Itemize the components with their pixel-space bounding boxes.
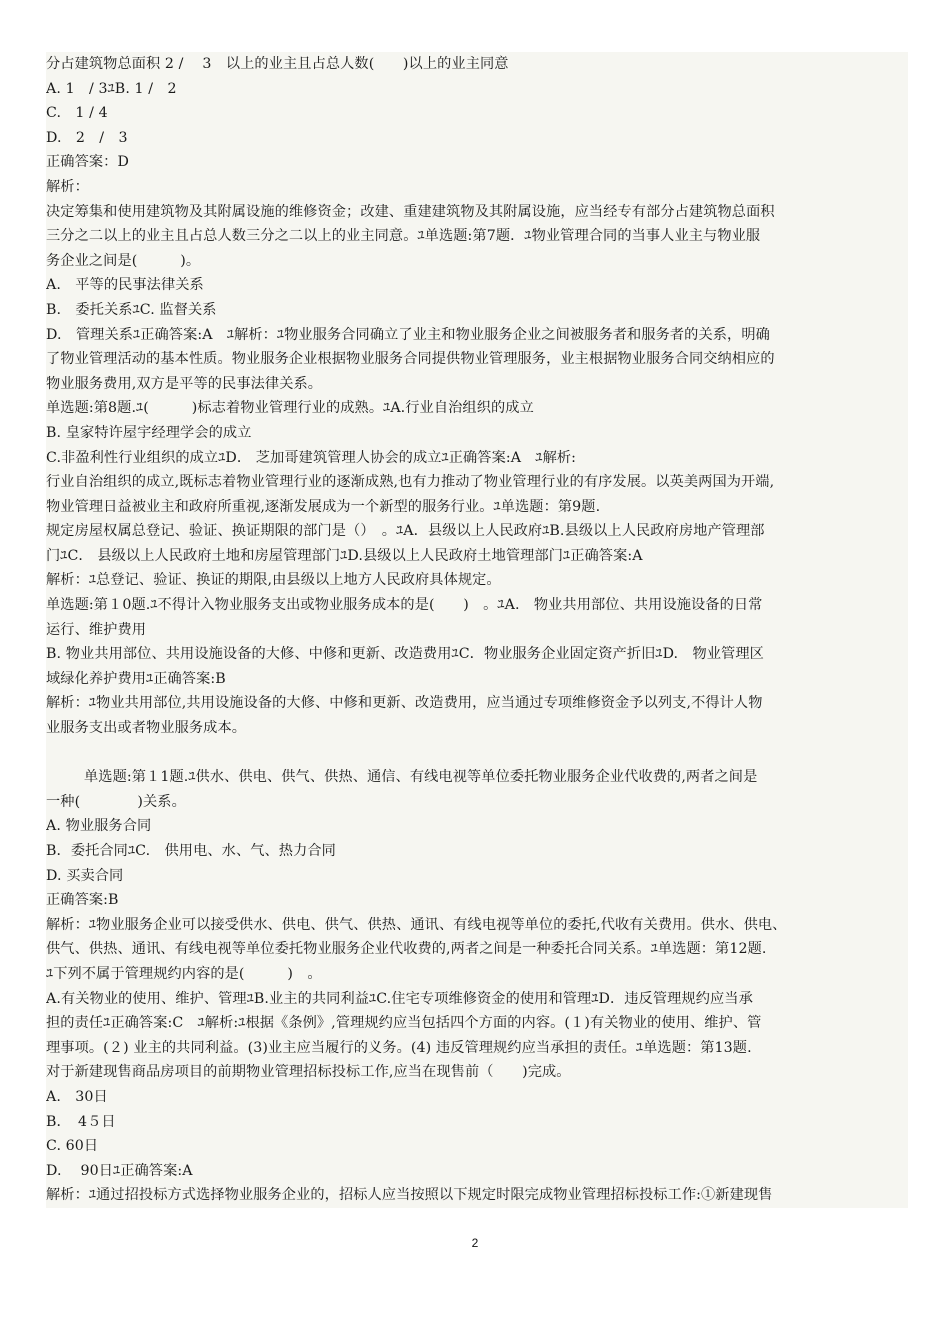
text-line: A. 物业服务合同 — [46, 818, 152, 835]
text-line: A. 30日 — [46, 1088, 108, 1105]
text-line: C. 1 / 4 — [46, 105, 108, 122]
text-line: 规定房屋权属总登记、验证、换证期限的部门是（） 。ﾕA．县级以上人民政府ﾕB.县级以上人民政府房地产管理部 — [46, 523, 765, 540]
text-line: 决定筹集和使用建筑物及其附属设施的维修资金；改建、重建建筑物及其附属设施，应当经专有部分占建筑物总面积 — [46, 203, 775, 220]
text-line: 门ﾕC． 县级以上人民政府土地和房屋管理部门ﾕD.县级以上人民政府土地管理部门ﾕ正确答案:A — [46, 547, 643, 564]
text-line: D. 2 / 3 — [46, 129, 128, 146]
text-line: 理事项。(２) 业主的共同利益。(3)业主应当履行的义务。(4) 违反管理规约应当承担的责任。ﾕ单选题：第13题. — [46, 1039, 752, 1056]
text-line: 一种( )关系。 — [46, 793, 186, 810]
text-line: 物业管理日益被业主和政府所重视,逐渐发展成为一个新型的服务行业。ﾕ单选题：第9题. — [46, 498, 601, 515]
text-line: 担的责任ﾕ正确答案:C ﾕ解析:ﾕ根据《条例》,管理规约应当包括四个方面的内容。(１)有关物业的使用、维护、管 — [46, 1015, 762, 1032]
text-line: 供气、供热、通讯、有线电视等单位委托物业服务企业代收费的,两者之间是一种委托合同关系。ﾕ单选题：第12题. — [46, 941, 767, 958]
text-line: B．委托合同ﾕC. 供用电、水、气、热力合同 — [46, 843, 336, 859]
text-line: 单选题:第8题.ﾕ( )标志着物业管理行业的成熟。ﾕA.行业自治组织的成立 — [46, 400, 534, 417]
text-line: 正确答案:B — [46, 892, 119, 909]
text-line: B. 皇家特许屋宇经理学会的成立 — [46, 424, 252, 441]
text-line: 解析：ﾕ总登记、验证、换证的期限,由县级以上地方人民政府具体规定。 — [46, 572, 501, 589]
text-line: 运行、维护费用 — [46, 621, 147, 638]
text-line: C. 60日 — [46, 1138, 99, 1155]
text-line: 解析：ﾕ通过招投标方式选择物业服务企业的，招标人应当按照以下规定时限完成物业管理招标投标工作:①新建现售 — [46, 1187, 773, 1204]
text-line: 解析：ﾕ物业共用部位,共用设施设备的大修、中修和更新、改造费用，应当通过专项维修资金予以列支,不得计人物 — [46, 695, 763, 712]
text-line: 正确答案：D — [46, 154, 129, 171]
text-line: A. 平等的民事法律关系 — [46, 277, 204, 294]
text-line: 解析：ﾕ物业服务企业可以接受供水、供电、供气、供热、通讯、有线电视等单位的委托,代收有关费用。供水、供电、 — [46, 916, 787, 933]
text-line: 三分之二以上的业主且占总人数三分之二以上的业主同意。ﾕ单选题:第7题．ﾕ物业管理合同的当事人业主与物业服 — [46, 228, 761, 245]
text-line: A. 1 / 3ﾕB. 1 / 2 — [46, 80, 177, 97]
text-line: 物业服务费用,双方是平等的民事法律关系。 — [46, 375, 323, 392]
text-line: 分占建筑物总面积 2 / 3 以上的业主且占总人数( )以上的业主同意 — [46, 56, 509, 72]
text-line: 域绿化养护费用ﾕ正确答案:B — [46, 670, 226, 687]
page-number: 2 — [471, 1236, 479, 1250]
text-line: D. 管理关系ﾕ正确答案:A ﾕ解析：ﾕ物业服务合同确立了业主和物业服务企业之间被服务者和服务者的关系，明确 — [46, 326, 770, 343]
document-text — [46, 52, 908, 1208]
text-line: 解析： — [46, 178, 89, 195]
text-line: ﾕ下列不属于管理规约内容的是( ) 。 — [46, 965, 322, 982]
text-line: B. 委托关系ﾕC. 监督关系 — [46, 301, 217, 318]
text-line: B. 物业共用部位、共用设施设备的大修、中修和更新、改造费用ﾕC．物业服务企业固定资产折旧ﾕD. 物业管理区 — [46, 646, 764, 663]
text-line: 对于新建现售商品房项目的前期物业管理招标投标工作,应当在现售前（ )完成。 — [46, 1064, 571, 1081]
text-line: D. 买卖合同 — [46, 867, 124, 884]
text-line: 业服务支出或者物业服务成本。 — [46, 720, 247, 737]
text-line: 单选题:第１0题.ﾕ不得计入物业服务支出或物业服务成本的是( ) 。ﾕA. 物业共用部位、共用设施设备的日常 — [46, 597, 763, 614]
text-line: B． 4５日 — [46, 1113, 116, 1130]
text-line: D. 90日ﾕ正确答案:A — [46, 1162, 193, 1179]
text-line: 务企业之间是( )。 — [46, 252, 201, 269]
text-line: 单选题:第１1题.ﾕ供水、供电、供气、供热、通信、有线电视等单位委托物业服务企业代收费的,两者之间是 — [84, 769, 758, 786]
text-line: A.有关物业的使用、维护、管理ﾕB.业主的共同利益ﾕC.住宅专项维修资金的使用和管理ﾕD．违反管理规约应当承 — [46, 990, 753, 1007]
blank-line — [46, 741, 908, 766]
text-line: C.非盈利性行业组织的成立ﾕD． 芝加哥建筑管理人协会的成立ﾕ正确答案:A ﾕ解析: — [46, 449, 577, 466]
text-line: 了物业管理活动的基本性质。物业服务企业根据物业服务合同提供物业管理服务，业主根据物业服务合同交纳相应的 — [46, 351, 775, 368]
text-line: 行业自治组织的成立,既标志着物业管理行业的逐渐成熟,也有力推动了物业管理行业的有序发展。以英美两国为开端, — [46, 474, 775, 491]
